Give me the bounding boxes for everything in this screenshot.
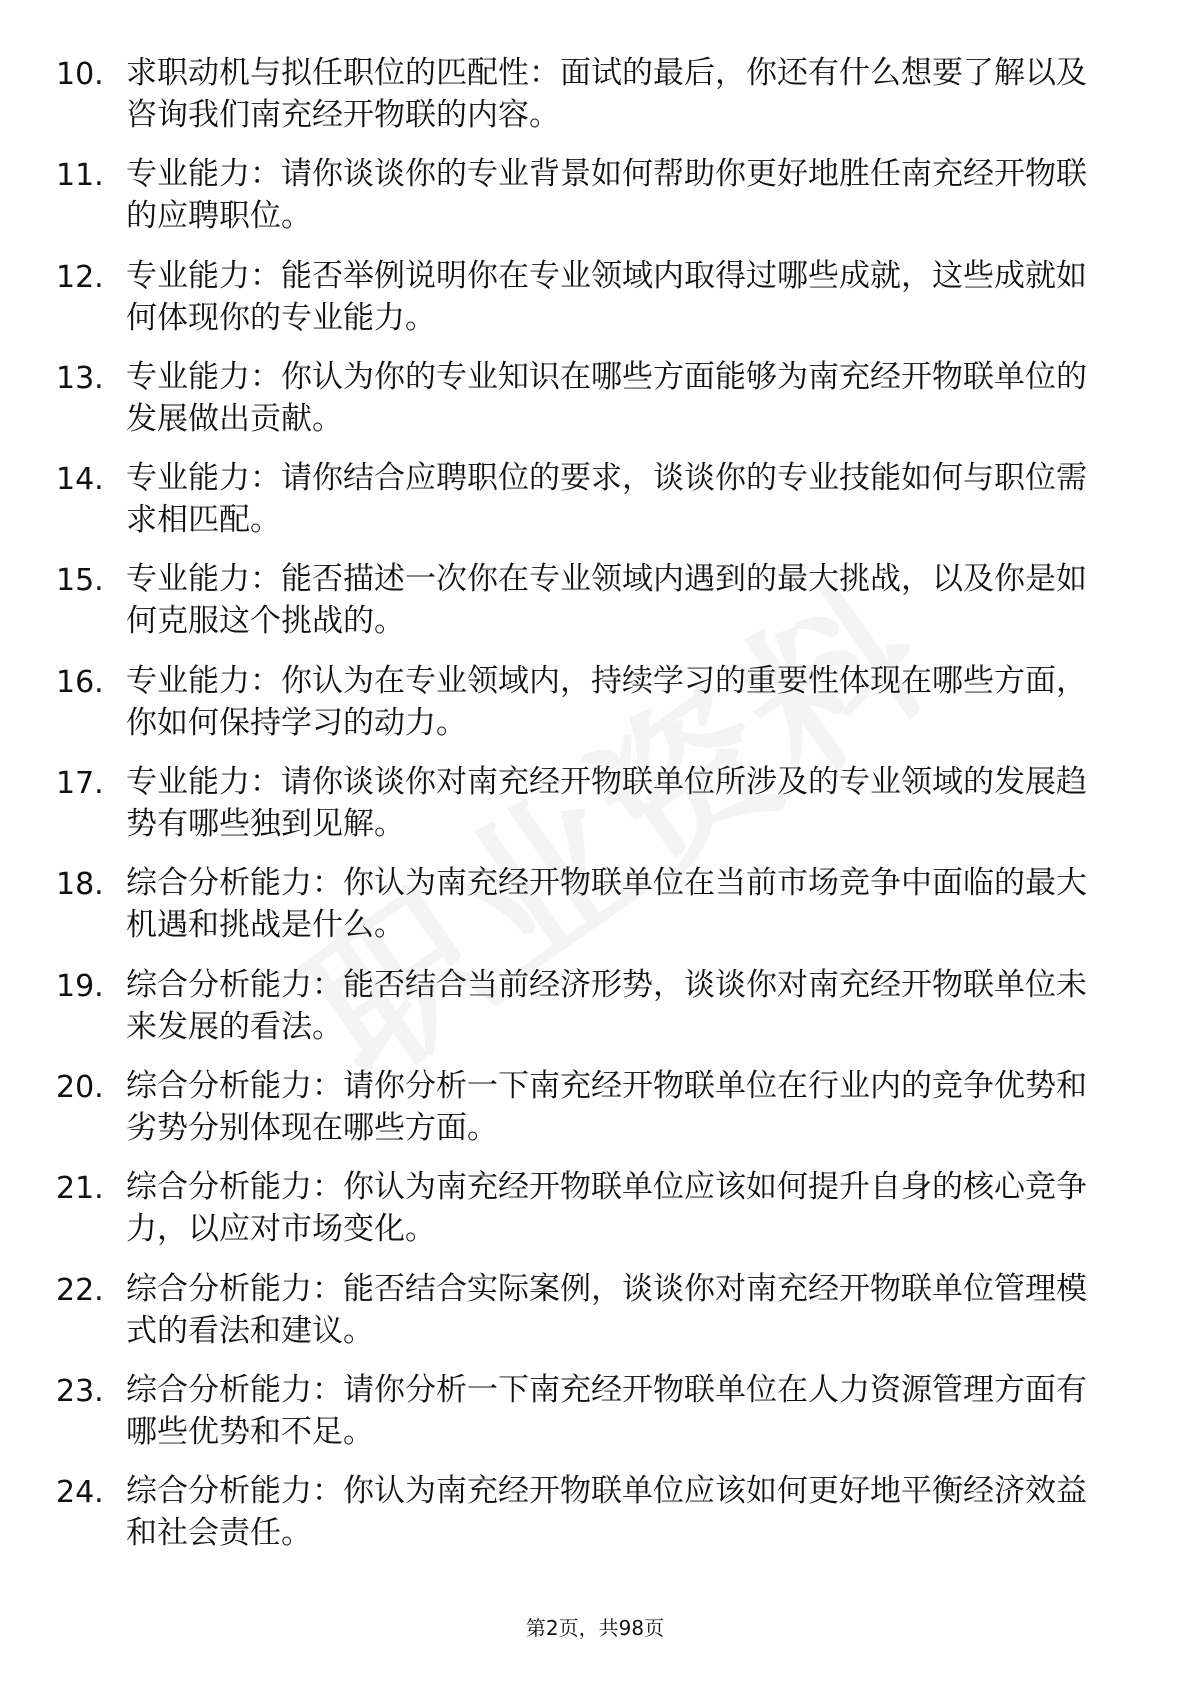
- question-item-20: [56, 1065, 1116, 1166]
- question-number: 21.: [56, 1171, 104, 1207]
- question-text: 专业能力：请你谈谈你的专业背景如何帮助你更好地胜任南充经开物联的应聘职位。: [126, 156, 1087, 235]
- question-text: 综合分析能力：能否结合实际案例，谈谈你对南充经开物联单位管理模式的看法和建议。: [126, 1270, 1087, 1349]
- question-text: 综合分析能力：请你分析一下南充经开物联单位在人力资源管理方面有哪些优势和不足。: [126, 1371, 1087, 1450]
- page-footer: 第2页，共98页: [525, 1616, 665, 1640]
- question-text: 专业能力：能否举例说明你在专业领域内取得过哪些成就，这些成就如何体现你的专业能力。: [126, 257, 1087, 336]
- question-item-23: [56, 1369, 1116, 1470]
- question-text: 专业能力：你认为在专业领域内，持续学习的重要性体现在哪些方面，你如何保持学习的动力。: [126, 662, 1087, 741]
- question-number: 17.: [56, 766, 104, 802]
- question-text: 综合分析能力：能否结合当前经济形势，谈谈你对南充经开物联单位未来发展的看法。: [126, 966, 1087, 1045]
- question-item-14: [56, 457, 1116, 558]
- question-number: 13.: [56, 360, 104, 396]
- question-item-22: [56, 1268, 1116, 1369]
- question-item-15: [56, 558, 1116, 659]
- question-item-18: [56, 862, 1116, 963]
- question-number: 20.: [56, 1069, 104, 1105]
- question-item-10: [56, 52, 1116, 153]
- question-text: 专业能力：请你结合应聘职位的要求，谈谈你的专业技能如何与职位需求相匹配。: [126, 460, 1087, 539]
- question-item-19: [56, 964, 1116, 1065]
- question-item-21: [56, 1166, 1116, 1267]
- question-number: 18.: [56, 867, 104, 903]
- question-number: 23.: [56, 1373, 104, 1409]
- question-number: 14.: [56, 462, 104, 498]
- question-text: 综合分析能力：请你分析一下南充经开物联单位在行业内的竞争优势和劣势分别体现在哪些方面。: [126, 1067, 1087, 1146]
- question-number: 11.: [56, 158, 104, 194]
- question-number: 10.: [56, 57, 104, 92]
- question-item-13: [56, 356, 1116, 457]
- question-text: 综合分析能力：你认为南充经开物联单位应该如何提升自身的核心竞争力，以应对市场变化。: [126, 1169, 1087, 1248]
- question-item-24: [56, 1470, 1116, 1571]
- question-item-16: [56, 660, 1116, 761]
- question-number: 24.: [56, 1475, 104, 1511]
- question-text: 专业能力：你认为你的专业知识在哪些方面能够为南充经开物联单位的发展做出贡献。: [126, 358, 1087, 437]
- question-number: 16.: [56, 664, 104, 700]
- question-number: 12.: [56, 259, 104, 295]
- question-number: 22.: [56, 1272, 104, 1308]
- question-number: 19.: [56, 968, 104, 1004]
- question-item-12: [56, 255, 1116, 356]
- question-text: 专业能力：能否描述一次你在专业领域内遇到的最大挑战，以及你是如何克服这个挑战的。: [126, 561, 1087, 640]
- question-text: 专业能力：请你谈谈你对南充经开物联单位所涉及的专业领域的发展趋势有哪些独到见解。: [126, 764, 1087, 843]
- question-item-11: [56, 153, 1116, 254]
- question-number: 15.: [56, 563, 104, 599]
- question-text: 求职动机与拟任职位的匹配性：面试的最后，你还有什么想要了解以及咨询我们南充经开物联的内容。: [126, 55, 1087, 133]
- question-item-17: [56, 761, 1116, 862]
- question-text: 综合分析能力：你认为南充经开物联单位在当前市场竞争中面临的最大机遇和挑战是什么。: [126, 865, 1087, 944]
- question-text: 综合分析能力：你认为南充经开物联单位应该如何更好地平衡经济效益和社会责任。: [126, 1473, 1087, 1552]
- question-list: [56, 52, 1116, 1571]
